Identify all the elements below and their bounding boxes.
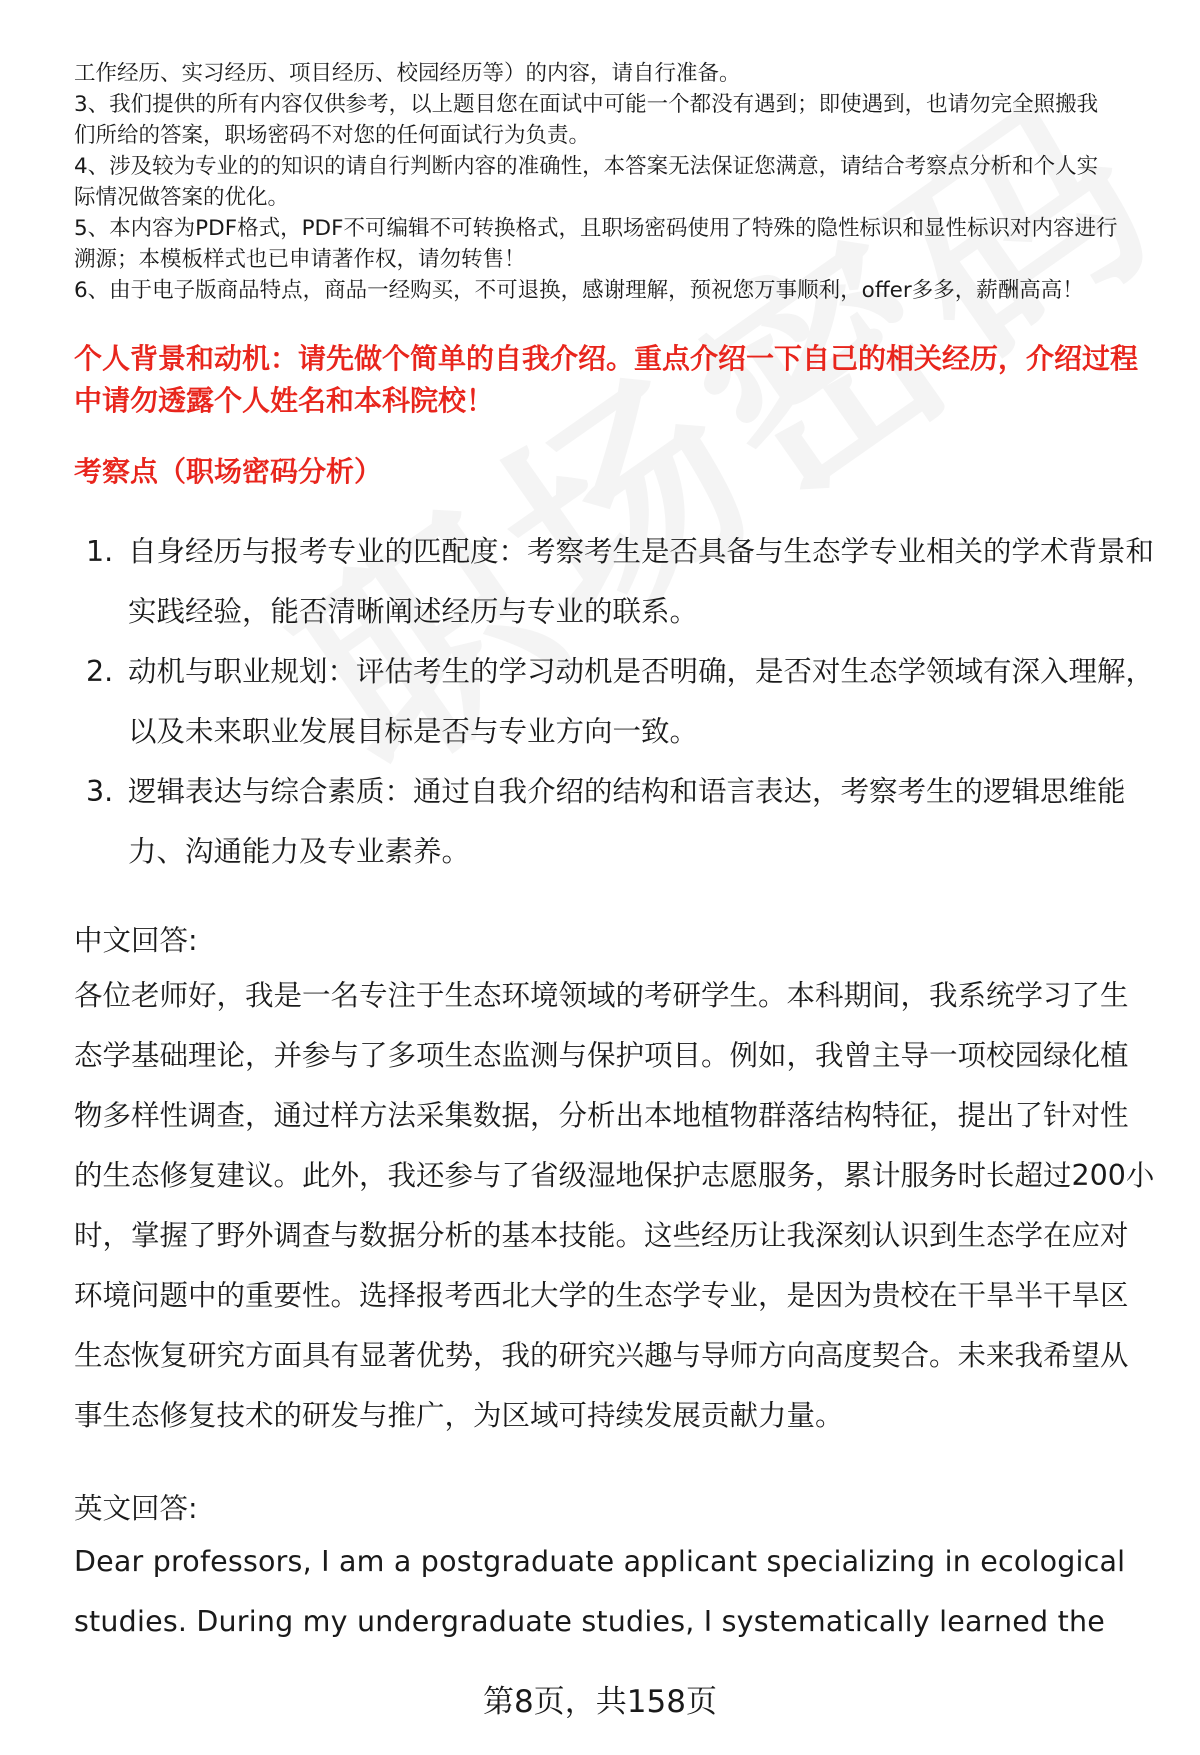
list-item-text: 自身经历与报考专业的匹配度：考察考生是否具备与生态学专业相关的学术背景和实践经验，能否清晰阐述经历与专业的联系。 xyxy=(128,535,1155,628)
page-number-footer: 第8页，共158页 xyxy=(483,1684,717,1720)
list-item-text: 逻辑表达与综合素质：通过自我介绍的结构和语言表达，考察考生的逻辑思维能力、沟通能力及专业素养。 xyxy=(128,775,1126,868)
analysis-heading: 考察点（职场密码分析） xyxy=(74,455,383,488)
list-number: 1. xyxy=(86,535,114,568)
list-item xyxy=(74,762,1154,882)
notice-line: 们所给的答案，职场密码不对您的任何面试行为负责。 xyxy=(74,123,591,148)
notice-block xyxy=(74,58,1164,306)
notice-line: 6、由于电子版商品特点，商品一经购买，不可退换，感谢理解，预祝您万事顺利，offer多多，薪酬高高！ xyxy=(74,278,1084,303)
question-title: 个人背景和动机：请先做个简单的自我介绍。重点介绍一下自己的相关经历，介绍过程中请勿透露个人姓名和本科院校！ xyxy=(74,342,1139,417)
notice-line: 3、我们提供的所有内容仅供参考，以上题目您在面试中可能一个都没有遇到；即使遇到，也请勿完全照搬我 xyxy=(74,92,1099,117)
notice-line: 5、本内容为PDF格式，PDF不可编辑不可转换格式，且职场密码使用了特殊的隐性标识和显性标识对内容进行 xyxy=(74,216,1118,241)
notice-line: 工作经历、实习经历、项目经历、校园经历等）的内容，请自行准备。 xyxy=(74,61,741,86)
list-item-text: 动机与职业规划：评估考生的学习动机是否明确，是否对生态学领域有深入理解，以及未来职业发展目标是否与专业方向一致。 xyxy=(128,655,1155,748)
chinese-answer-label: 中文回答: xyxy=(74,924,198,957)
list-item xyxy=(74,522,1154,642)
english-answer-label: 英文回答: xyxy=(74,1492,198,1525)
chinese-answer-text: 各位老师好，我是一名专注于生态环境领域的考研学生。本科期间，我系统学习了生态学基础理论，并参与了多项生态监测与保护项目。例如，我曾主导一项校园绿化植物多样性调查，通过样方法采集数据，分析出本地植物群落结构特征，提出了针对性的生态修复建议。此外，我还参与了省级湿地保护志愿服务，累计服务时长超过200小时，掌握了野外调查与数据分析的基本技能。这些经历让我深刻认识到生态学在应对环境问题中的重要性。选择报考西北大学的生态学专业，是因为贵校在干旱半干旱区生态恢复研究方面具有显著优势，我的研究兴趣与导师方向高度契合。未来我希望从事生态修复技术的研发与推广，为区域可持续发展贡献力量。 xyxy=(74,979,1155,1432)
notice-line: 际情况做答案的优化。 xyxy=(74,185,290,210)
list-number: 3. xyxy=(86,775,114,808)
notice-line: 4、涉及较为专业的的知识的请自行判断内容的准确性，本答案无法保证您满意，请结合考察点分析和个人实 xyxy=(74,154,1099,179)
analysis-points-list xyxy=(74,522,1154,882)
english-answer-text: Dear professors, I am a postgraduate applicant specializing in ecological studies. During my undergraduate studies, I systematically learned the xyxy=(74,1545,1126,1638)
notice-line: 溯源；本模板样式也已申请著作权，请勿转售！ xyxy=(74,247,526,272)
list-number: 2. xyxy=(86,655,114,688)
list-item xyxy=(74,642,1154,762)
